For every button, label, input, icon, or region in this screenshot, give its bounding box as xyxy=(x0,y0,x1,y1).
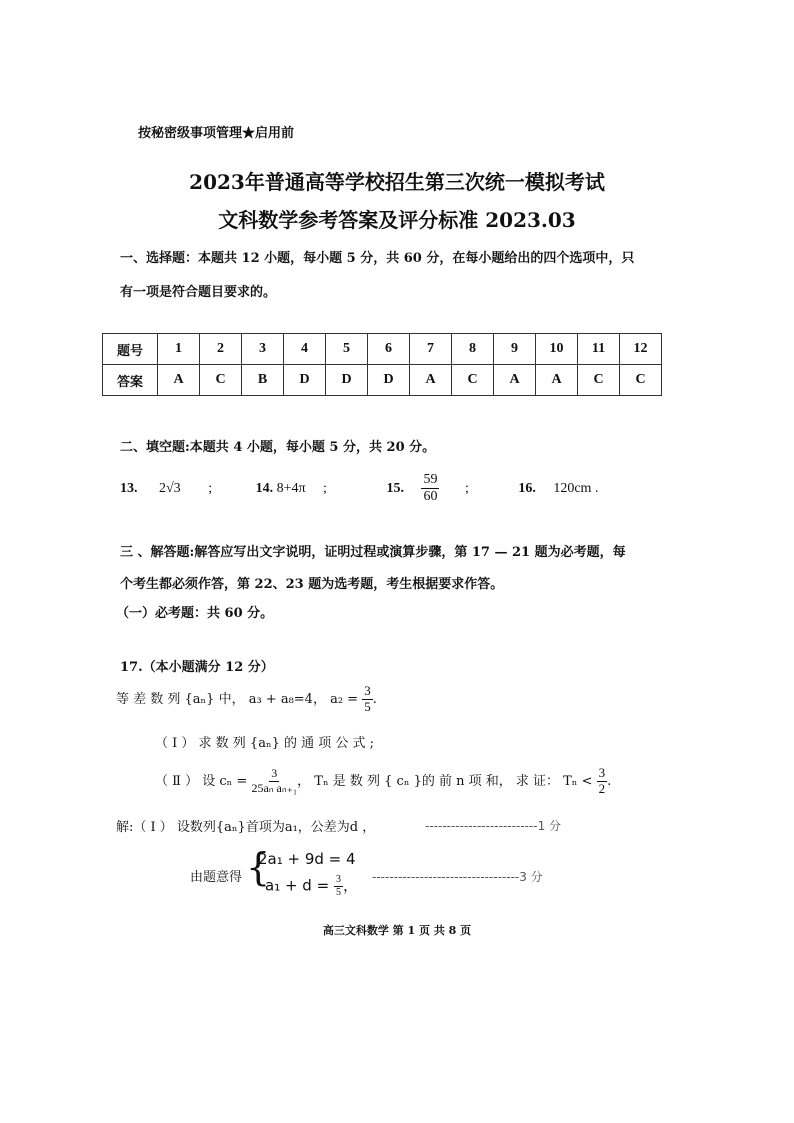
required-subheading: （一）必考题：共 60 分。 xyxy=(116,606,274,621)
equation-1: 2a₁ + 9d = 4 xyxy=(258,850,356,868)
denominator: 25aₙ aₙ₊₁ xyxy=(251,780,298,795)
fraction xyxy=(251,767,297,796)
q14-answer: 8+4π xyxy=(276,480,306,496)
eq2-text: a₁ + d = xyxy=(265,876,334,895)
denominator: 60 xyxy=(423,489,438,505)
solution-step2-label: 由题意得 xyxy=(190,870,243,885)
section3-heading: 三 、解答题:解答应写出文字说明，证明过程或演算步骤，第 17 — 21 题为必考题，每 xyxy=(120,545,626,560)
answer-table xyxy=(102,333,662,396)
q17-part2: （ Ⅱ ） 设 cₙ = $\frac{3}{\text{25aₙ aₙ₊₁}}$ ， Tₙ 是 数 列 { cₙ }的 前 n 项 和， 求 证： Tₙ < $\frac{3}{2}$ . xyxy=(155,765,612,796)
q17-stem: 等 差 数 列 {aₙ} 中， a₃ + a₈=4， a₂ = $\frac{3}{5}$ . xyxy=(116,683,377,714)
table-cell: A xyxy=(494,365,536,396)
fill-in-answers xyxy=(120,472,598,505)
fraction xyxy=(597,766,608,797)
numerator: 3 xyxy=(271,766,278,781)
numerator: 3 xyxy=(364,683,371,698)
table-cell: 9 xyxy=(494,334,536,365)
table-cell: 8 xyxy=(452,334,494,365)
q17-title: 17.（本小题满分 12 分） xyxy=(120,660,274,675)
table-cell: 12 xyxy=(620,334,662,365)
page-title: 2023年普通高等学校招生第三次统一模拟考试 xyxy=(189,170,605,194)
table-cell: 4 xyxy=(284,334,326,365)
table-cell: D xyxy=(368,365,410,396)
part2-text: ， Tₙ 是 数 列 { cₙ }的 前 n 项 和， 求 证： Tₙ < xyxy=(297,773,597,789)
table-cell: 1 xyxy=(158,334,200,365)
table-cell: D xyxy=(284,365,326,396)
denominator: 5 xyxy=(335,886,341,898)
table-cell: A xyxy=(536,365,578,396)
score-3: ----------------------------------3 分 xyxy=(372,870,543,884)
solution-step1: 解:（ Ⅰ ） 设数列{aₙ}首项为a₁，公差为d ， xyxy=(116,820,376,835)
table-cell: A xyxy=(158,365,200,396)
q15-answer xyxy=(421,472,439,505)
q15-label: 15. xyxy=(386,480,404,496)
table-cell: 题号 xyxy=(103,334,158,365)
separator: ; xyxy=(323,480,327,496)
table-cell: C xyxy=(452,365,494,396)
table-cell: C xyxy=(620,365,662,396)
q17-part1: （ Ⅰ ） 求 数 列 {aₙ} 的 通 项 公 式 ; xyxy=(155,736,375,751)
table-cell: 5 xyxy=(326,334,368,365)
stem-text: 等 差 数 列 {aₙ} 中， a₃ + a₈=4， a₂ = xyxy=(116,691,363,707)
table-cell: 2 xyxy=(200,334,242,365)
table-cell: 答案 xyxy=(103,365,158,396)
table-cell: 11 xyxy=(578,334,620,365)
table-cell: C xyxy=(578,365,620,396)
table-cell: 10 xyxy=(536,334,578,365)
q16-answer: 120cm xyxy=(553,480,592,496)
page-subtitle: 文科数学参考答案及评分标准 2023.03 xyxy=(218,208,576,232)
q16-label: 16. xyxy=(518,480,536,496)
section1-heading-cont: 有一项是符合题目要求的。 xyxy=(120,285,277,300)
confidential-header: 按秘密级事项管理★启用前 xyxy=(138,126,295,141)
numerator: 59 xyxy=(421,472,439,489)
separator: ; xyxy=(464,480,469,496)
section3-heading-cont: 个考生都必须作答，第 22、23 题为选考题，考生根据要求作答。 xyxy=(120,577,504,592)
q13-label: 13. xyxy=(120,480,138,496)
table-row-answers xyxy=(103,365,662,396)
separator: ; xyxy=(208,480,213,496)
period: . xyxy=(594,480,599,496)
system-brace: { xyxy=(246,845,271,889)
part2-text: （ Ⅱ ） 设 cₙ = xyxy=(155,773,252,789)
table-cell: 3 xyxy=(242,334,284,365)
section2-heading: 二、填空题:本题共 4 小题，每小题 5 分，共 20 分。 xyxy=(120,440,436,455)
table-cell: C xyxy=(200,365,242,396)
section1-heading: 一、选择题：本题共 12 小题，每小题 5 分，共 60 分，在每小题给出的四个选项中，只 xyxy=(120,251,635,266)
table-cell: A xyxy=(410,365,452,396)
fraction xyxy=(362,684,373,715)
equation-2 xyxy=(265,874,358,898)
q14-label: 14. xyxy=(255,480,274,496)
table-row-numbers xyxy=(103,334,662,365)
table-cell: D xyxy=(326,365,368,396)
numerator: 3 xyxy=(335,874,341,885)
numerator: 3 xyxy=(598,765,606,780)
score-1: --------------------------1 分 xyxy=(425,819,562,833)
denominator: 5 xyxy=(364,698,371,714)
table-cell: 7 xyxy=(410,334,452,365)
fraction xyxy=(334,874,343,898)
page-footer: 高三文科数学 第 1 页 共 8 页 xyxy=(322,924,472,937)
table-cell: B xyxy=(242,365,284,396)
table-cell: 6 xyxy=(368,334,410,365)
q13-answer: 2√3 xyxy=(159,480,181,496)
eq2-tail: ， xyxy=(342,876,358,895)
denominator: 2 xyxy=(598,780,606,796)
